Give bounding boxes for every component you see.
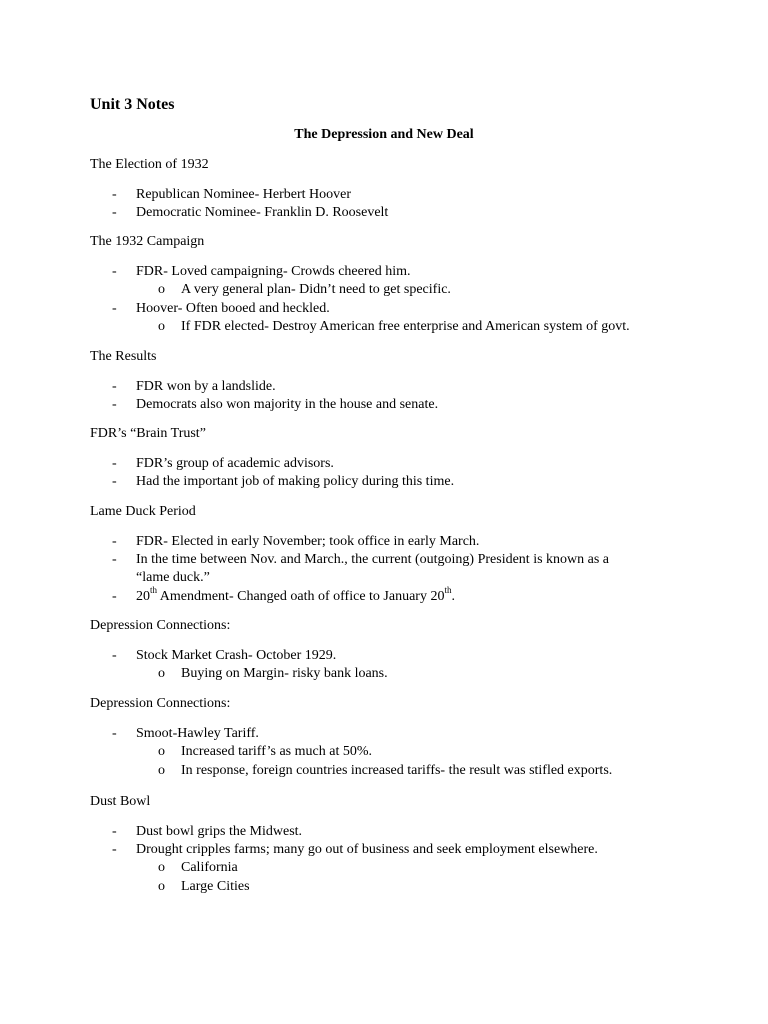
section-heading: The 1932 Campaign: [90, 234, 205, 249]
list-item-text: FDR’s group of academic advisors.: [136, 456, 334, 471]
list-item-text-line2: “lame duck.”: [136, 570, 210, 585]
list-item-text: FDR won by a landslide.: [136, 379, 276, 394]
section-heading: The Election of 1932: [90, 157, 209, 172]
dash-bullet: -: [112, 187, 117, 202]
list-item-text: Smoot-Hawley Tariff.: [136, 726, 259, 741]
circle-bullet: o: [158, 879, 165, 894]
ordinal-suffix: th: [444, 585, 452, 596]
dash-bullet: -: [112, 648, 117, 663]
list-item-text: FDR- Loved campaigning- Crowds cheered him.: [136, 264, 411, 279]
sub-list-item-text: If FDR elected- Destroy American free enterprise and American system of govt.: [181, 319, 630, 334]
dash-bullet: -: [112, 842, 117, 857]
circle-bullet: o: [158, 763, 165, 778]
circle-bullet: o: [158, 666, 165, 681]
dash-bullet: -: [112, 726, 117, 741]
list-item-text: Dust bowl grips the Midwest.: [136, 824, 303, 839]
circle-bullet: o: [158, 860, 165, 875]
list-item-text: Stock Market Crash- October 1929.: [136, 648, 337, 663]
list-item-text: Hoover- Often booed and heckled.: [136, 301, 330, 316]
list-item-text: Republican Nominee- Herbert Hoover: [136, 187, 351, 202]
dash-bullet: -: [112, 474, 117, 489]
list-item-text: [136, 585, 455, 606]
amendment-number: 20: [136, 589, 150, 604]
dash-bullet: -: [112, 534, 117, 549]
section-heading: The Results: [90, 349, 157, 364]
amendment-text: Amendment- Changed oath of office to January 20: [157, 589, 445, 604]
document-title: Unit 3 Notes: [90, 96, 175, 113]
list-item-text: FDR- Elected in early November; took office in early March.: [136, 534, 480, 549]
ordinal-suffix: th: [150, 585, 158, 596]
list-item-text: Had the important job of making policy during this time.: [136, 474, 455, 489]
sub-list-item-text: Buying on Margin- risky bank loans.: [181, 666, 388, 681]
period: .: [451, 589, 455, 604]
list-item-text: Drought cripples farms; many go out of business and seek employment elsewhere.: [136, 842, 598, 857]
dash-bullet: -: [112, 264, 117, 279]
sub-list-item-text: Increased tariff’s as much at 50%.: [181, 744, 372, 759]
list-item-text: Democrats also won majority in the house and senate.: [136, 397, 439, 412]
sub-list-item-text: Large Cities: [181, 879, 250, 894]
list-item-text: In the time between Nov. and March., the current (outgoing) President is known as a: [136, 552, 610, 567]
section-heading: Dust Bowl: [90, 794, 151, 809]
sub-list-item-text: A very general plan- Didn’t need to get specific.: [181, 282, 451, 297]
document-subtitle: The Depression and New Deal: [294, 127, 474, 142]
dash-bullet: -: [112, 397, 117, 412]
circle-bullet: o: [158, 282, 165, 297]
section-heading: FDR’s “Brain Trust”: [90, 426, 206, 441]
dash-bullet: -: [112, 824, 117, 839]
circle-bullet: o: [158, 319, 165, 334]
dash-bullet: -: [112, 552, 117, 567]
dash-bullet: -: [112, 589, 117, 604]
dash-bullet: -: [112, 205, 117, 220]
section-heading: Depression Connections:: [90, 618, 231, 633]
sub-list-item-text: In response, foreign countries increased tariffs- the result was stifled exports.: [181, 763, 613, 778]
section-heading: Lame Duck Period: [90, 504, 196, 519]
dash-bullet: -: [112, 456, 117, 471]
circle-bullet: o: [158, 744, 165, 759]
list-item-text: Democratic Nominee- Franklin D. Roosevelt: [136, 205, 389, 220]
dash-bullet: -: [112, 379, 117, 394]
dash-bullet: -: [112, 301, 117, 316]
section-heading: Depression Connections:: [90, 696, 231, 711]
sub-list-item-text: California: [181, 860, 238, 875]
